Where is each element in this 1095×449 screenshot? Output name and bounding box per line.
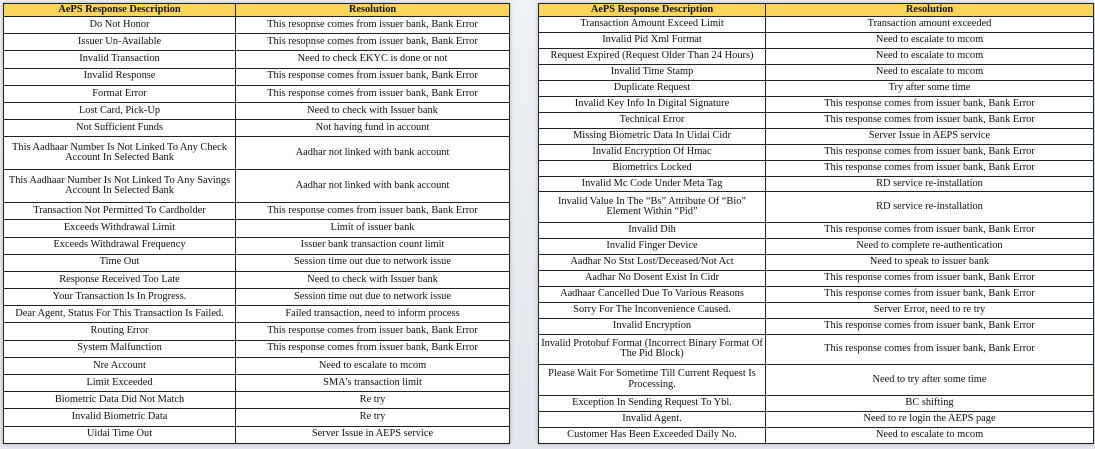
description-cell: Invalid Value In The “Bs” Attribute Of “Bio” Element Within “Pid” bbox=[539, 192, 766, 223]
resolution-cell: This response comes from issuer bank, Bank Error bbox=[236, 323, 510, 340]
resolution-cell: This response comes from issuer bank, Bank Error bbox=[236, 340, 510, 357]
header-resolution: Resolution bbox=[766, 4, 1094, 17]
resolution-cell: Server Error, need to re try bbox=[766, 302, 1094, 318]
resolution-cell: This response comes from issuer bank, Bank Error bbox=[766, 112, 1094, 128]
resolution-cell: RD service re-installation bbox=[766, 192, 1094, 223]
resolution-cell: This response comes from issuer bank, Bank Error bbox=[236, 203, 510, 220]
description-cell: Customer Has Been Exceeded Daily No. bbox=[539, 427, 766, 443]
resolution-cell: Need to escalate to mcom bbox=[766, 48, 1094, 64]
resolution-cell: Limit of issuer bank bbox=[236, 220, 510, 237]
description-cell: This Aadhaar Number Is Not Linked To Any Savings Account In Selected Bank bbox=[4, 170, 236, 203]
resolution-cell: Session time out due to network issue bbox=[236, 289, 510, 306]
description-cell: Aadhaar Cancelled Due To Various Reasons bbox=[539, 286, 766, 302]
table-row bbox=[539, 176, 1094, 192]
description-cell: Uidai Time Out bbox=[4, 426, 236, 443]
resolution-cell: This response comes from issuer bank, Bank Error bbox=[766, 96, 1094, 112]
table-row bbox=[4, 85, 510, 102]
resolution-cell: Need to check EKYC is done or not bbox=[236, 51, 510, 68]
description-cell: Invalid Biometric Data bbox=[4, 409, 236, 426]
table-row bbox=[539, 270, 1094, 286]
resolution-cell: Need to check with Issuer bank bbox=[236, 271, 510, 288]
description-cell: Not Sufficient Funds bbox=[4, 120, 236, 137]
header-resolution: Resolution bbox=[236, 4, 510, 17]
table-row bbox=[4, 170, 510, 203]
table-row bbox=[4, 392, 510, 409]
description-cell: Invalid Encryption bbox=[539, 318, 766, 334]
table-row bbox=[539, 160, 1094, 176]
description-cell: Limit Exceeded bbox=[4, 375, 236, 392]
table-header-row bbox=[4, 4, 510, 17]
table-header-row bbox=[539, 4, 1094, 17]
description-cell: Aadhar No Dosent Exist In Cidr bbox=[539, 270, 766, 286]
description-cell: Invalid Encryption Of Hmac bbox=[539, 144, 766, 160]
table-body bbox=[539, 17, 1094, 444]
resolution-cell: This response comes from issuer bank, Bank Error bbox=[236, 85, 510, 102]
resolution-cell: This response comes from issuer bank, Bank Error bbox=[766, 270, 1094, 286]
description-cell: Exceeds Withdrawal Frequency bbox=[4, 237, 236, 254]
table-row bbox=[539, 17, 1094, 33]
table-row bbox=[4, 17, 510, 34]
resolution-cell: This resopnse comes from issuer bank, Bank Error bbox=[236, 17, 510, 34]
resolution-cell: Not having fund in account bbox=[236, 120, 510, 137]
resolution-cell: Need to check with Issuer bank bbox=[236, 102, 510, 119]
description-cell: Invalid Key Info In Digital Signature bbox=[539, 96, 766, 112]
resolution-cell: RD service re-installation bbox=[766, 176, 1094, 192]
table-row bbox=[4, 102, 510, 119]
resolution-cell: This response comes from issuer bank, Bank Error bbox=[766, 286, 1094, 302]
resolution-cell: SMA's transaction limit bbox=[236, 375, 510, 392]
table-row bbox=[539, 32, 1094, 48]
resolution-cell: Need to re login the AEPS page bbox=[766, 411, 1094, 427]
resolution-cell: Issuer bank transaction count limit bbox=[236, 237, 510, 254]
description-cell: Invalid Dih bbox=[539, 223, 766, 239]
table-row bbox=[4, 426, 510, 443]
description-cell: Please Wait For Sometime Till Current Request Is Processing. bbox=[539, 365, 766, 396]
resolution-cell: This response comes from issuer bank, Bank Error bbox=[236, 68, 510, 85]
table-row bbox=[539, 96, 1094, 112]
table-row bbox=[539, 192, 1094, 223]
table-row bbox=[4, 34, 510, 51]
resolution-cell: Need to escalate to mcom bbox=[766, 427, 1094, 443]
resolution-cell: This response comes from issuer bank, Bank Error bbox=[766, 144, 1094, 160]
description-cell: Invalid Transaction bbox=[4, 51, 236, 68]
resolution-cell: Aadhar not linked with bank account bbox=[236, 137, 510, 170]
resolution-cell: Need to try after some time bbox=[766, 365, 1094, 396]
resolution-cell: Re try bbox=[236, 392, 510, 409]
description-cell: Request Expired (Request Older Than 24 Hours) bbox=[539, 48, 766, 64]
resolution-cell: Failed transaction, need to inform process bbox=[236, 306, 510, 323]
table-row bbox=[4, 137, 510, 170]
description-cell: Do Not Honor bbox=[4, 17, 236, 34]
table-row bbox=[4, 237, 510, 254]
resolution-cell: Need to speak to issuer bank bbox=[766, 254, 1094, 270]
description-cell: Biometrics Locked bbox=[539, 160, 766, 176]
description-cell: This Aadhaar Number Is Not Linked To Any Check Account In Selected Bank bbox=[4, 137, 236, 170]
resolution-cell: Need to escalate to mcom bbox=[236, 357, 510, 374]
table-row bbox=[539, 144, 1094, 160]
description-cell: Missing Biometric Data In Uidai Cidr bbox=[539, 128, 766, 144]
table-row bbox=[4, 271, 510, 288]
table-row bbox=[539, 302, 1094, 318]
resolution-cell: Re try bbox=[236, 409, 510, 426]
table-row bbox=[539, 112, 1094, 128]
table-row bbox=[4, 68, 510, 85]
description-cell: Routing Error bbox=[4, 323, 236, 340]
description-cell: System Malfunction bbox=[4, 340, 236, 357]
description-cell: Lost Card, Pick-Up bbox=[4, 102, 236, 119]
table-row bbox=[4, 289, 510, 306]
resolution-cell: Need to complete re-authentication bbox=[766, 238, 1094, 254]
table-row bbox=[539, 286, 1094, 302]
resolution-cell: This response comes from issuer bank, Bank Error bbox=[766, 160, 1094, 176]
description-cell: Sorry For The Inconvenience Caused. bbox=[539, 302, 766, 318]
table-row bbox=[539, 80, 1094, 96]
table-row bbox=[539, 365, 1094, 396]
resolution-cell: This response comes from issuer bank, Bank Error bbox=[766, 334, 1094, 365]
resolution-cell: This response comes from issuer bank, Bank Error bbox=[766, 318, 1094, 334]
table-row bbox=[539, 48, 1094, 64]
resolution-cell: Server Issue in AEPS service bbox=[766, 128, 1094, 144]
description-cell: Invalid Finger Device bbox=[539, 238, 766, 254]
description-cell: Invalid Time Stamp bbox=[539, 64, 766, 80]
table-row bbox=[539, 64, 1094, 80]
header-description: AePS Response Description bbox=[4, 4, 236, 17]
description-cell: Time Out bbox=[4, 254, 236, 271]
table-row bbox=[4, 51, 510, 68]
description-cell: Nre Account bbox=[4, 357, 236, 374]
description-cell: Aadhar No Stst Lost/Deceased/Not Act bbox=[539, 254, 766, 270]
table-row bbox=[4, 120, 510, 137]
table-row bbox=[539, 318, 1094, 334]
resolution-cell: This resopnse comes from issuer bank, Bank Error bbox=[236, 34, 510, 51]
header-description: AePS Response Description bbox=[539, 4, 766, 17]
table-row bbox=[539, 254, 1094, 270]
resolution-cell: Aadhar not linked with bank account bbox=[236, 170, 510, 203]
description-cell: Invalid Mc Code Under Meta Tag bbox=[539, 176, 766, 192]
right-table-panel bbox=[538, 3, 1094, 444]
resolution-cell: Server Issue in AEPS service bbox=[236, 426, 510, 443]
table-row bbox=[4, 357, 510, 374]
table-row bbox=[4, 323, 510, 340]
resolution-cell: Try after some time bbox=[766, 80, 1094, 96]
table-row bbox=[4, 220, 510, 237]
description-cell: Duplicate Request bbox=[539, 80, 766, 96]
description-cell: Invalid Pid Xml Format bbox=[539, 32, 766, 48]
description-cell: Transaction Not Permitted To Cardholder bbox=[4, 203, 236, 220]
table-row bbox=[539, 238, 1094, 254]
description-cell: Format Error bbox=[4, 85, 236, 102]
description-cell: Exceeds Withdrawal Limit bbox=[4, 220, 236, 237]
description-cell: Invalid Agent. bbox=[539, 411, 766, 427]
table-row bbox=[539, 334, 1094, 365]
description-cell: Technical Error bbox=[539, 112, 766, 128]
table-body bbox=[4, 17, 510, 444]
description-cell: Dear Agent, Status For This Transaction Is Failed. bbox=[4, 306, 236, 323]
resolution-cell: Need to escalate to mcom bbox=[766, 32, 1094, 48]
resolution-cell: Session time out due to network issue bbox=[236, 254, 510, 271]
description-cell: Invalid Response bbox=[4, 68, 236, 85]
aeps-response-table-left bbox=[3, 3, 510, 444]
resolution-cell: Transaction amount exceeded bbox=[766, 17, 1094, 33]
resolution-cell: BC shifting bbox=[766, 395, 1094, 411]
table-row bbox=[539, 395, 1094, 411]
description-cell: Issuer Un-Available bbox=[4, 34, 236, 51]
description-cell: Response Received Too Late bbox=[4, 271, 236, 288]
description-cell: Biometric Data Did Not Match bbox=[4, 392, 236, 409]
table-row bbox=[539, 223, 1094, 239]
table-row bbox=[4, 306, 510, 323]
description-cell: Exception In Sending Request To Ybl. bbox=[539, 395, 766, 411]
table-row bbox=[539, 128, 1094, 144]
resolution-cell: Need to escalate to mcom bbox=[766, 64, 1094, 80]
table-row bbox=[4, 375, 510, 392]
table-row bbox=[4, 340, 510, 357]
description-cell: Transaction Amount Exceed Limit bbox=[539, 17, 766, 33]
table-row bbox=[4, 203, 510, 220]
description-cell: Your Transaction Is In Progress. bbox=[4, 289, 236, 306]
left-table-panel bbox=[3, 3, 510, 444]
table-row bbox=[4, 254, 510, 271]
table-row bbox=[4, 409, 510, 426]
table-row bbox=[539, 411, 1094, 427]
resolution-cell: This response comes from issuer bank, Bank Error bbox=[766, 223, 1094, 239]
aeps-response-table-right bbox=[538, 3, 1094, 444]
description-cell: Invalid Protobuf Format (Incorrect Binary Format Of The Pid Block) bbox=[539, 334, 766, 365]
table-row bbox=[539, 427, 1094, 443]
